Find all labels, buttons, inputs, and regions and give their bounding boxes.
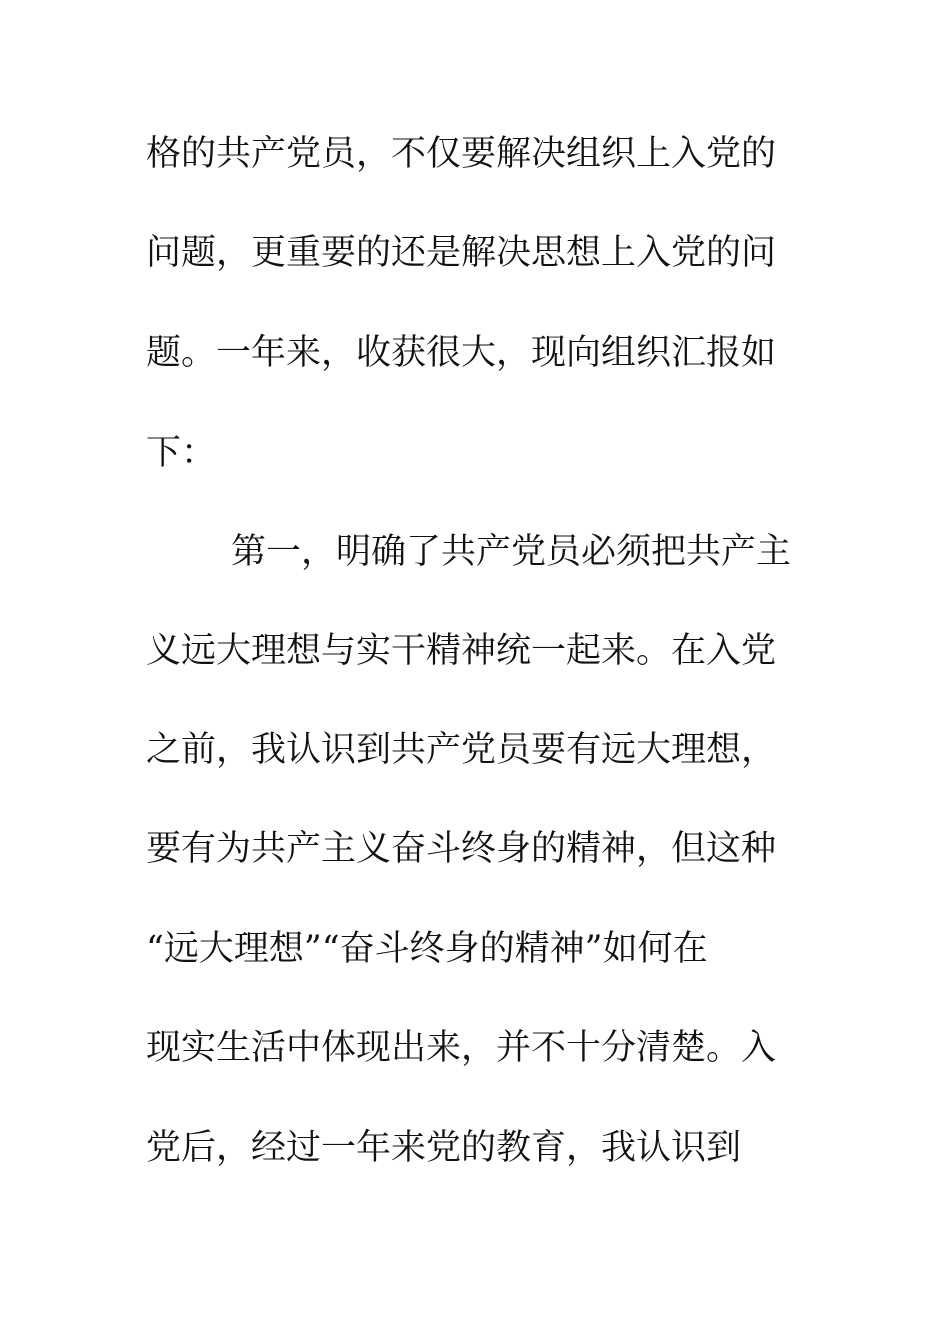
- text-line: “远大理想”“奋斗终身的精神”如何在: [146, 929, 708, 969]
- text-line: 下：: [146, 433, 217, 473]
- text-line: 义远大理想与实干精神统一起来。在入党: [146, 631, 777, 671]
- text-line: 现实生活中体现出来，并不十分清楚。入: [146, 1028, 777, 1068]
- text-line: 要有为共产主义奋斗终身的精神，但这种: [146, 829, 777, 869]
- text-line: 之前，我认识到共产党员要有远大理想，: [146, 730, 777, 770]
- text-line: 问题，更重要的还是解决思想上入党的问: [146, 233, 777, 273]
- text-line: 格的共产党员，不仅要解决组织上入党的: [146, 134, 777, 174]
- paragraph-first-line: 第一，明确了共产党员必须把共产主: [231, 532, 792, 572]
- text-line: 党后，经过一年来党的教育，我认识到: [146, 1128, 742, 1168]
- text-line: 题。一年来，收获很大，现向组织汇报如: [146, 333, 777, 373]
